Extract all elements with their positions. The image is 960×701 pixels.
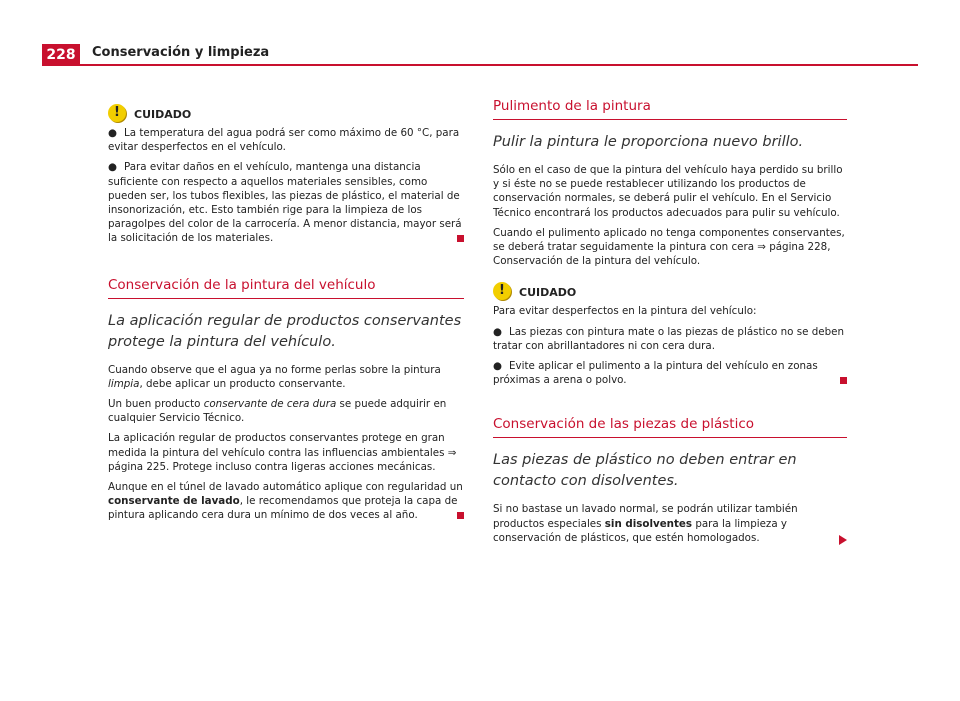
exclamation-icon: !	[493, 282, 511, 300]
header-rule	[80, 64, 918, 66]
caution-item: ● Para evitar daños en el vehículo, mantenga una distancia suficiente con respecto a aquellos materiales sensibles, como pueden ser, los tubos flexibles, las piezas de plástico, el material de insonorización, etc. Esto también rige para la limpieza de los paragolpes del color de la carrocería. A menor distancia, mayor será la solicitación de los materiales.	[108, 160, 464, 245]
caution-title: CUIDADO	[134, 108, 192, 121]
continue-arrow-icon	[839, 535, 847, 545]
page-number: 228	[42, 44, 80, 66]
end-square-icon	[457, 512, 464, 519]
right-column	[493, 97, 847, 545]
section-title: Conservación de la pintura del vehículo	[108, 276, 464, 299]
caution-title: CUIDADO	[519, 286, 577, 300]
paragraph: Si no bastase un lavado normal, se podrán utilizar también productos especiales sin disolventes para la limpieza y conservación de plásticos, que estén homologados.	[493, 502, 847, 545]
page-header-title: Conservación y limpieza	[92, 45, 270, 60]
paragraph: La aplicación regular de productos conservantes protege en gran medida la pintura del vehículo contra las influencias ambientales ⇒ página 225. Protege incluso contra ligeras acciones mecánicas.	[108, 432, 457, 473]
left-column	[108, 104, 464, 523]
end-square-icon	[840, 377, 847, 384]
caution-item: ● Evite aplicar el pulimento a la pintura del vehículo en zonas próximas a arena o polvo.	[493, 359, 847, 387]
paragraph: Cuando el pulimento aplicado no tenga componentes conservantes, se deberá tratar seguidamente la pintura con cera ⇒ página 228, Conservación de la pintura del vehículo.	[493, 226, 845, 268]
exclamation-icon: !	[108, 104, 126, 122]
caution-intro: Para evitar desperfectos en la pintura del vehículo:	[493, 305, 757, 318]
caution-item: ● La temperatura del agua podrá ser como máximo de 60 °C, para evitar desperfectos en el vehículo.	[108, 127, 460, 154]
paragraph: Cuando observe que el agua ya no forme perlas sobre la pintura limpia, debe aplicar un producto conservante.	[108, 363, 441, 390]
paragraph: Sólo en el caso de que la pintura del vehículo haya perdido su brillo y si éste no se puede restablecer utilizando los productos de conservación normales, se deberá pulir el vehículo. En el Servicio Técnico encontrará los productos adecuados para pulir su vehículo.	[493, 164, 843, 219]
section-title: Pulimento de la pintura	[493, 97, 847, 120]
caution-heading	[493, 282, 847, 300]
caution-item: ● Las piezas con pintura mate o las piezas de plástico no se deben tratar con abrillantadores ni con cera dura.	[493, 325, 844, 352]
paragraph: Aunque en el túnel de lavado automático aplique con regularidad un conservante de lavado, le recomendamos que proteja la capa de pintura aplicando cera dura un mínimo de dos veces al año.	[108, 481, 463, 522]
caution-heading	[108, 104, 464, 122]
section-subtitle: Las piezas de plástico no deben entrar en contacto con disolventes.	[493, 452, 797, 490]
paragraph: Un buen producto conservante de cera dura se puede adquirir en cualquier Servicio Técnico.	[108, 398, 447, 425]
section-subtitle: Pulir la pintura le proporciona nuevo brillo.	[493, 134, 804, 150]
section-title: Conservación de las piezas de plástico	[493, 415, 847, 438]
section-subtitle: La aplicación regular de productos conservantes protege la pintura del vehículo.	[108, 312, 462, 350]
end-square-icon	[457, 235, 464, 242]
